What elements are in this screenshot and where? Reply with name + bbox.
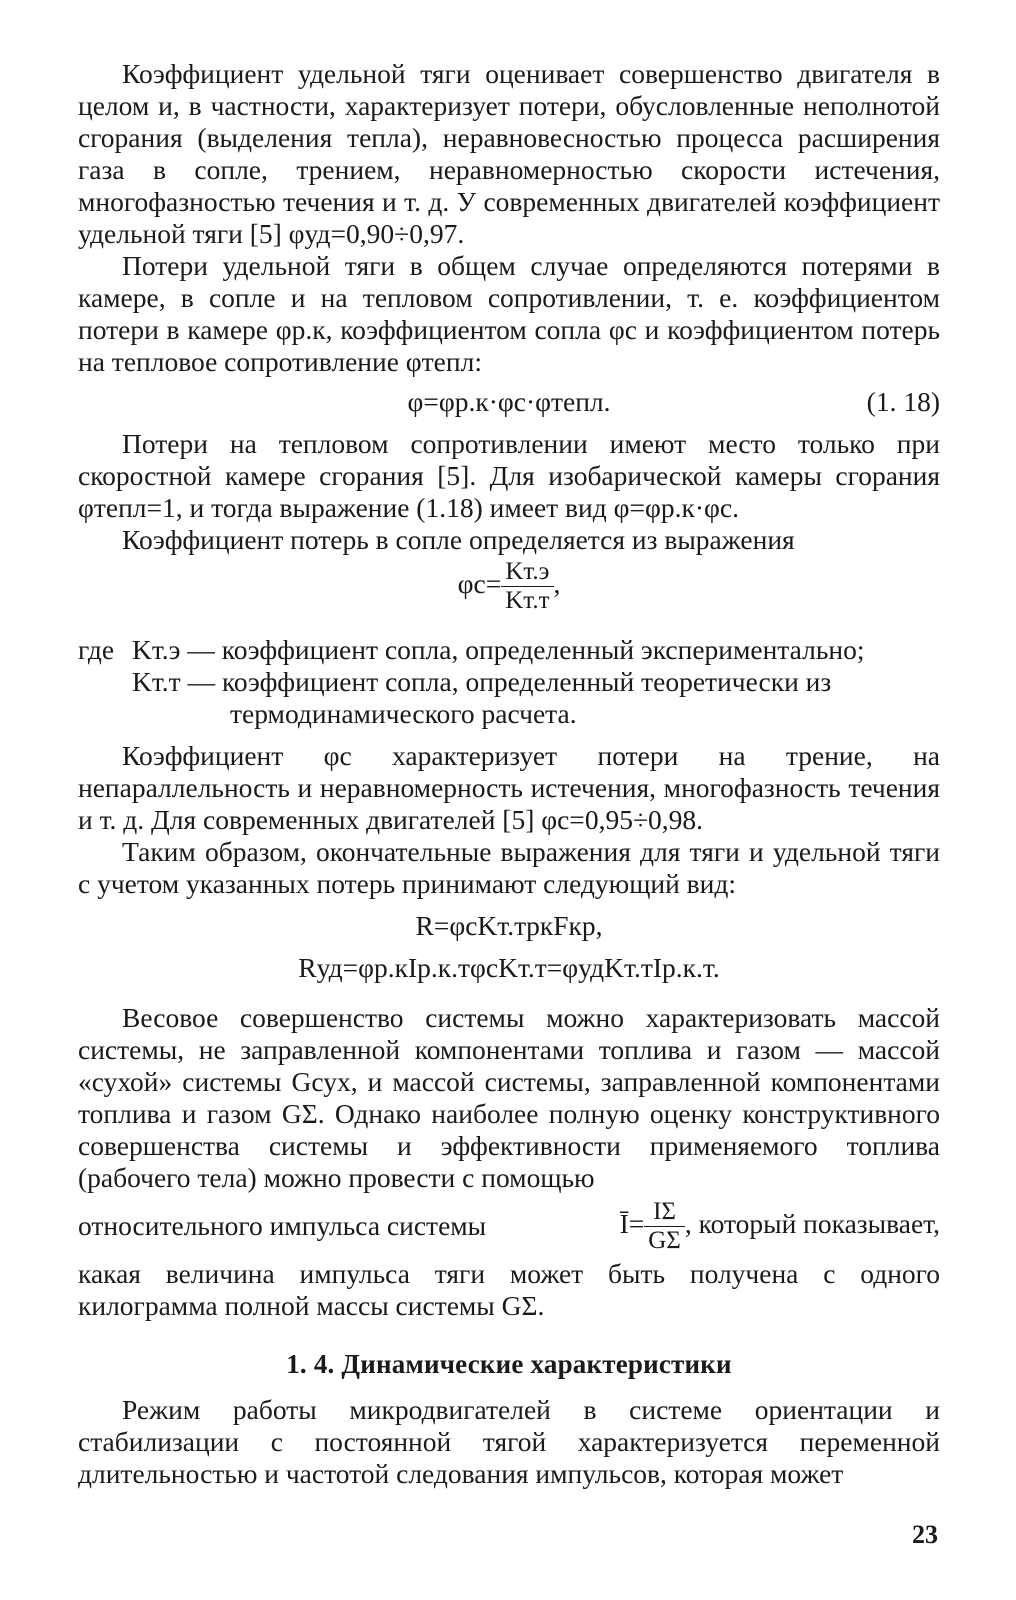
- page-number: 23: [912, 1520, 938, 1549]
- fraction-formula: [78, 558, 940, 615]
- fraction: [644, 1198, 685, 1255]
- equation-1-18: [78, 386, 940, 426]
- paragraph: Режим работы микродвигателей в системе ориентации и стабилизации с постоянной тягой характеризуется переменной длительностью и частотой следования импульсов, которая может: [78, 1394, 940, 1489]
- formula-tail: ,: [553, 567, 561, 599]
- where-item: Kт.т — коэффициент сопла, определенный теоретически из: [132, 666, 832, 697]
- formula-lhs: Ī=: [619, 1207, 645, 1239]
- fraction-numerator: Kт.э: [501, 558, 553, 587]
- paragraph: Таким образом, окончательные выражения для тяги и удельной тяги с учетом указанных потерь принимают следующий вид:: [78, 836, 940, 899]
- page-content: [78, 58, 940, 1490]
- paragraph: Коэффициент удельной тяги оценивает совершенство двигателя в целом и, в частности, характеризует потери, обусловленные неполнотой сгорания (выделения тепла), неравновесностью процесса расширения газа в сопле, трением, неравномерностью скорости истечения, многофазностью течения и т. д. У современных двигателей коэффициент удельной тяги [5] φуд=0,90÷0,97.: [78, 58, 940, 249]
- paragraph: Потери удельной тяги в общем случае определяются потерями в камере, в сопле и на тепловом сопротивлении, т. е. коэффициентом потери в камере φр.к, коэффициентом сопла φс и коэффициентом потерь на тепловое сопротивление φтепл:: [78, 250, 940, 377]
- paragraph: Потери на тепловом сопротивлении имеют место только при скоростной камере сгорания [5]. Для изобарической камеры сгорания φтепл=1, и тогда выражение (1.18) имеет вид φ=φр.к·φс.: [78, 428, 940, 523]
- paragraph: Коэффициент потерь в сопле определяется из выражения: [122, 524, 795, 555]
- where-list: [78, 634, 940, 730]
- equation-text: R=φсKт.тpкFкр,: [415, 910, 603, 941]
- where-item: Kт.э — коэффициент сопла, определенный экспериментально;: [132, 634, 865, 665]
- where-label: где: [78, 634, 115, 665]
- formula-lhs: φс=: [457, 567, 502, 599]
- where-row: [78, 666, 940, 698]
- equation-specific-thrust: [78, 952, 940, 992]
- inline-formula: [620, 1198, 940, 1255]
- equation-text: φ=φр.к·φс·φтепл.: [407, 386, 611, 417]
- section-heading: 1. 4. Динамические характеристики: [286, 1349, 732, 1379]
- text-segment: , который показывает,: [684, 1207, 940, 1239]
- equation-thrust: [78, 910, 940, 950]
- paragraph: Коэффициент φс характеризует потери на трение, на непараллельность и неравномерность истечения, многофазность течения и т. д. Для современных двигателей [5] φс=0,95÷0,98.: [78, 740, 940, 835]
- fraction-numerator: IΣ: [644, 1198, 685, 1227]
- paragraph: какая величина импульса тяги может быть получена с одного килограмма полной массы системы GΣ.: [78, 1258, 940, 1321]
- equation-text: Rуд=φр.кIр.к.тφсKт.т=φудKт.тIр.к.т.: [298, 952, 720, 983]
- equation-number: (1. 18): [866, 386, 940, 417]
- equation-phi-c: [78, 558, 940, 632]
- fraction-denominator: Kт.т: [505, 587, 550, 614]
- fraction: [501, 558, 553, 615]
- paragraph: Весовое совершенство системы можно характеризовать массой системы, не заправленной компонентами топлива и газом — массой «сухой» системы Gсух, и массой системы, заправленной компонентами топлива и газом GΣ. Однако наиболее полную оценку конструктивного совершенства системы и эффективности применяемого топлива (рабочего тела) можно провести с помощью: [78, 1002, 940, 1193]
- fraction-denominator: GΣ: [648, 1226, 681, 1254]
- where-row: [78, 634, 940, 666]
- paragraph-inline-formula: [78, 1194, 940, 1258]
- where-item-continuation: термодинамического расчета.: [230, 698, 577, 729]
- text-segment: относительного импульса системы: [78, 1210, 487, 1241]
